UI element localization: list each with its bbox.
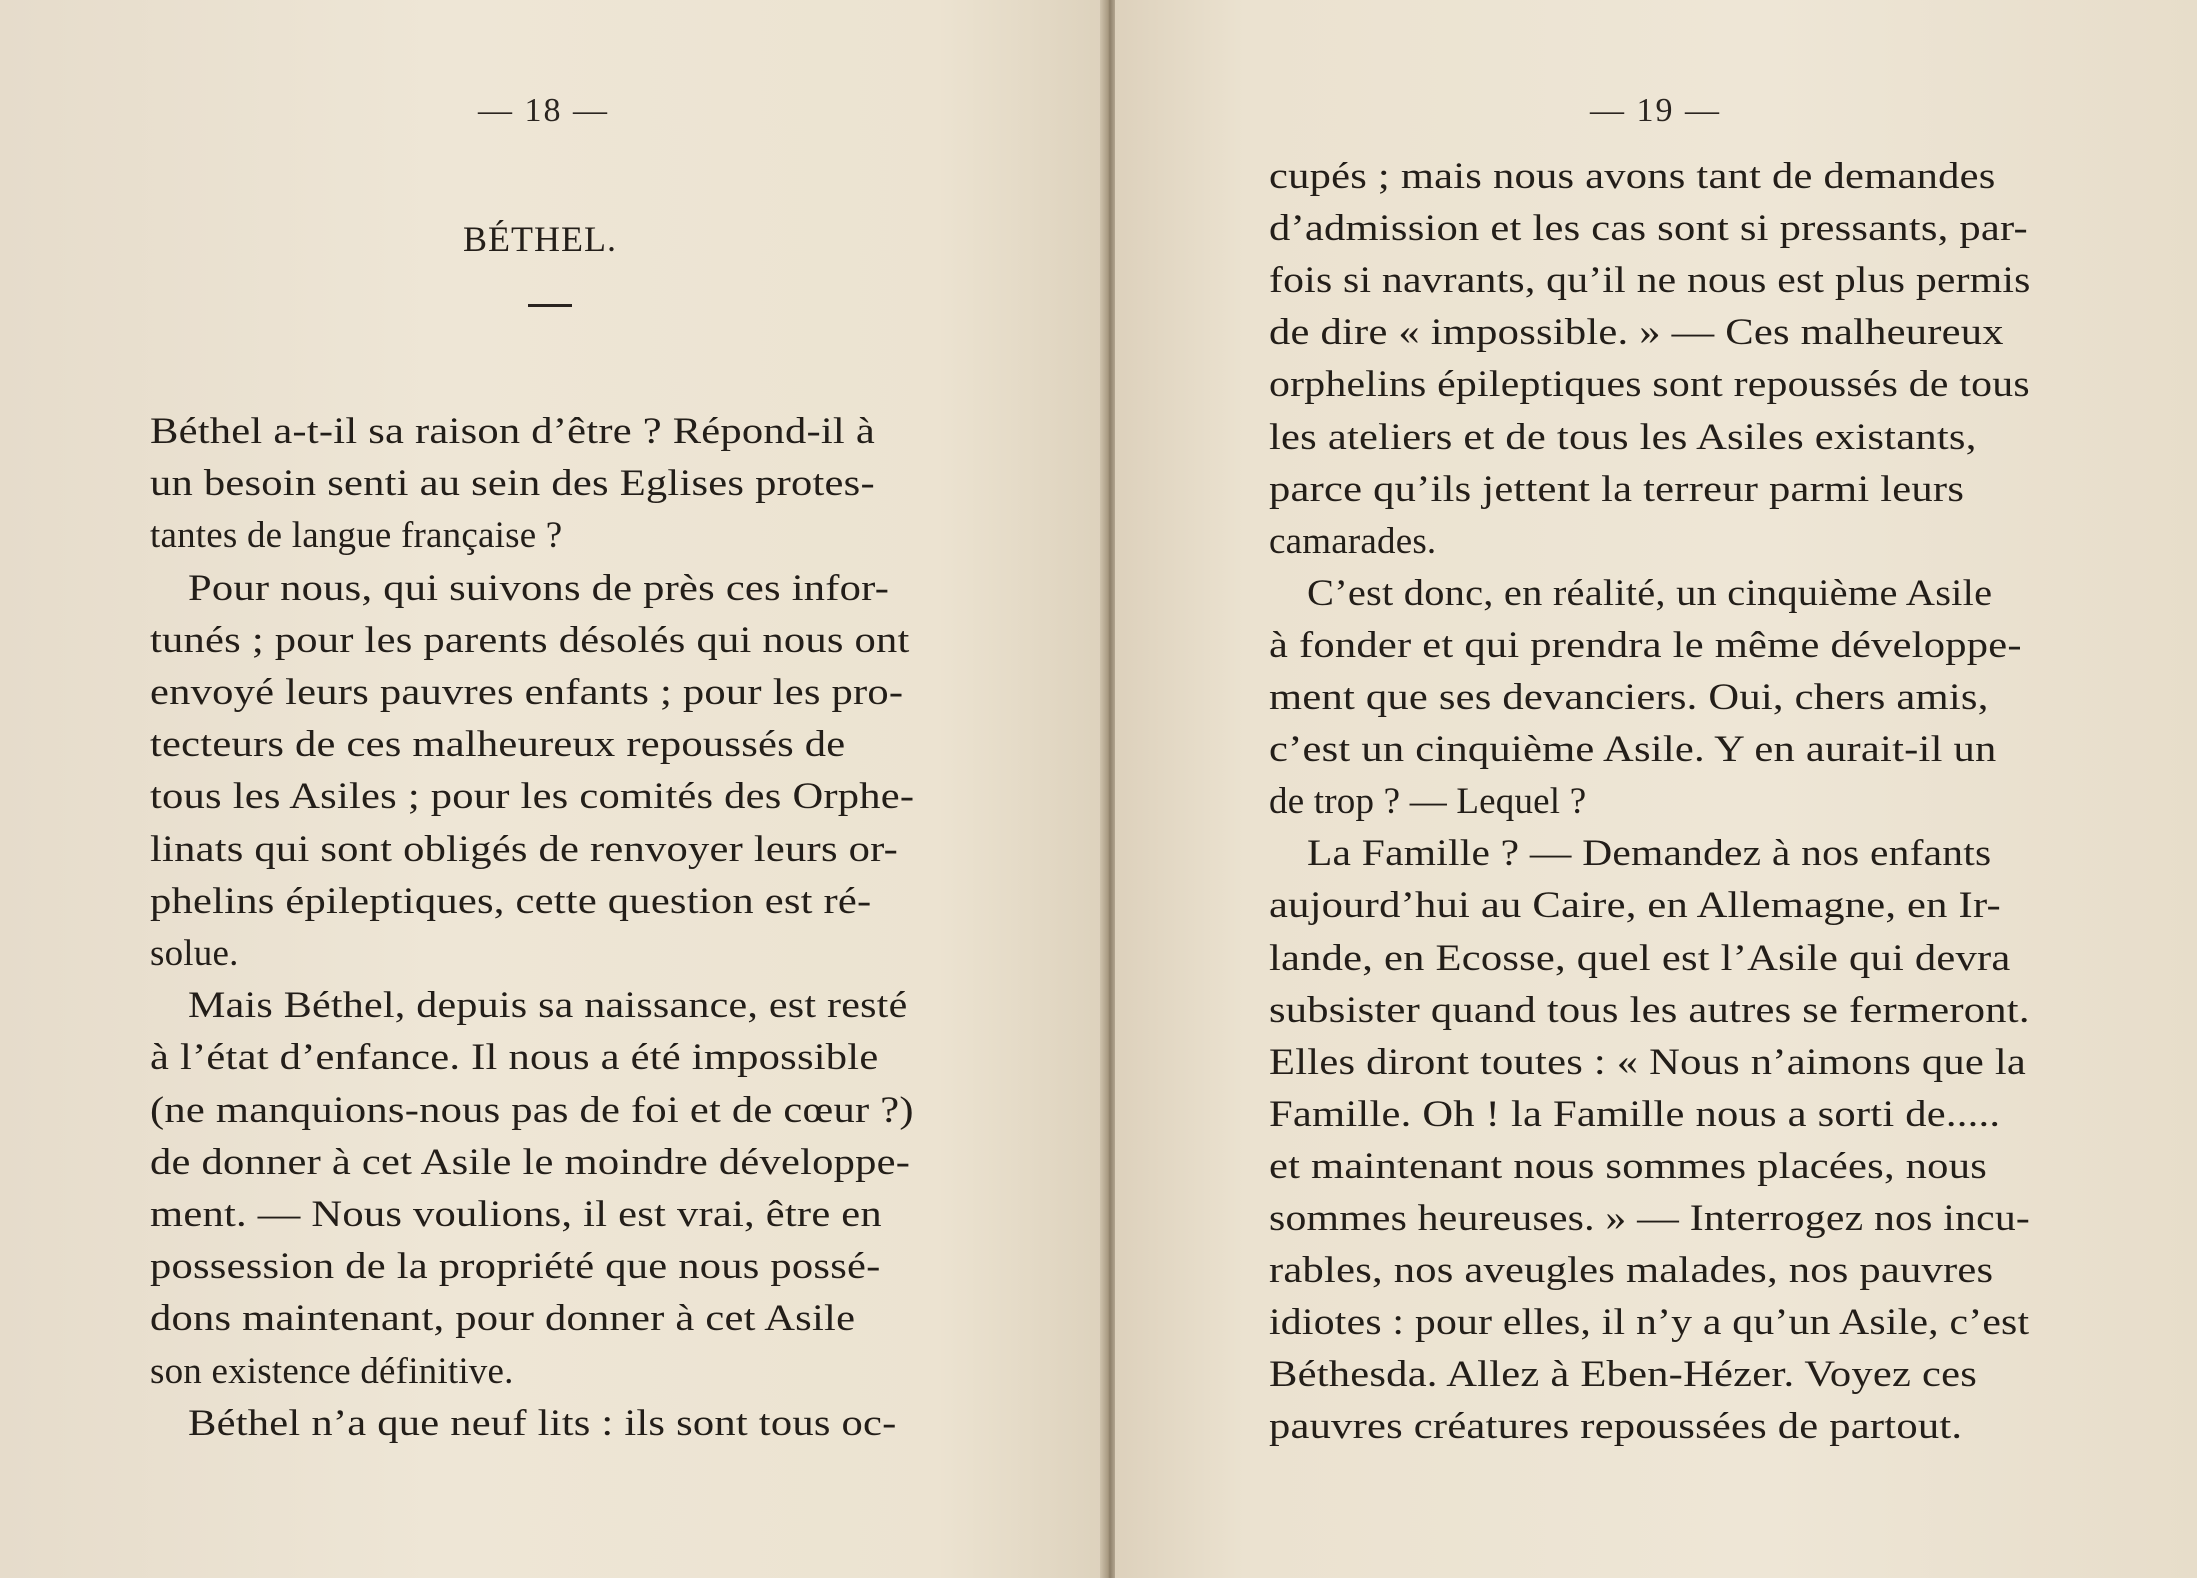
text-line: solue. <box>150 933 239 974</box>
text-line: cupés ; mais nous avons tant de demandes <box>1269 156 1996 197</box>
text-line: d’admission et les cas sont si pressants, par- <box>1269 208 2028 250</box>
text-line: La Famille ? — Demandez à nos enfants <box>1307 833 1992 875</box>
text-line: Béthel n’a que neuf lits : ils sont tous oc- <box>188 1402 897 1444</box>
text-line: (ne manquions-nous pas de foi et de cœur ?) <box>150 1089 914 1131</box>
text-line: aujourd’hui au Caire, en Allemagne, en Ir- <box>1269 885 2001 927</box>
text-line: Pour nous, qui suivons de près ces infor- <box>188 567 890 609</box>
text-line: phelins épileptiques, cette question est ré- <box>150 880 872 922</box>
text-line: ment que ses devanciers. Oui, chers amis, <box>1269 677 1989 718</box>
heading-rule <box>528 304 572 307</box>
page-number: — 18 — <box>478 92 609 129</box>
text-line: envoyé leurs pauvres enfants ; pour les pro- <box>150 672 904 713</box>
text-line: son existence définitive. <box>150 1350 514 1392</box>
text-line: tous les Asiles ; pour les comités des Orphe- <box>150 776 915 818</box>
text-line: dons maintenant, pour donner à cet Asile <box>150 1298 856 1340</box>
text-line: fois si navrants, qu’il ne nous est plus permis <box>1269 260 2031 302</box>
page-number: — 19 — <box>1590 92 1721 129</box>
text-line: Béthesda. Allez à Eben-Hézer. Voyez ces <box>1269 1354 1978 1396</box>
text-line: camarades. <box>1269 520 1437 562</box>
text-line: Béthel a-t-il sa raison d’être ? Répond-il à <box>150 411 875 452</box>
text-line: à fonder et qui prendra le même développe- <box>1269 624 2022 666</box>
text-line: idiotes : pour elles, il n’y a qu’un Asile, c’est <box>1269 1302 2030 1344</box>
text-line: orphelins épileptiques sont repoussés de tous <box>1269 364 2030 406</box>
section-heading: BÉTHEL. <box>463 219 617 259</box>
text-line: un besoin senti au sein des Eglises protes- <box>150 463 875 505</box>
text-line: lande, en Ecosse, quel est l’Asile qui devra <box>1269 937 2011 979</box>
text-line: tantes de langue française ? <box>150 515 563 557</box>
text-line: de trop ? — Lequel ? <box>1269 781 1587 823</box>
text-line: sommes heureuses. » — Interrogez nos incu- <box>1269 1198 2031 1239</box>
text-line: de donner à cet Asile le moindre développe- <box>150 1141 911 1183</box>
text-line: et maintenant nous sommes placées, nous <box>1269 1145 1987 1187</box>
text-line: à l’état d’enfance. Il nous a été impossible <box>150 1037 879 1079</box>
text-line: Elles diront toutes : « Nous n’aimons que la <box>1269 1041 2027 1083</box>
text-line: de dire « impossible. » — Ces malheureux <box>1269 312 2004 354</box>
text-line: les ateliers et de tous les Asiles existants, <box>1269 416 1977 458</box>
text-line: rables, nos aveugles malades, nos pauvres <box>1269 1250 1994 1292</box>
text-line: tunés ; pour les parents désolés qui nous ont <box>150 619 910 661</box>
text-line: pauvres créatures repoussées de partout. <box>1269 1406 1963 1448</box>
text-line: c’est un cinquième Asile. Y en aurait-il un <box>1269 729 1997 771</box>
text-line: Mais Béthel, depuis sa naissance, est resté <box>188 985 908 1027</box>
text-line: parce qu’ils jettent la terreur parmi leurs <box>1269 468 1965 510</box>
text-line: subsister quand tous les autres se fermeront. <box>1269 989 2030 1031</box>
text-line: Famille. Oh ! la Famille nous a sorti de..... <box>1269 1093 2001 1135</box>
text-line: linats qui sont obligés de renvoyer leurs or- <box>150 828 899 870</box>
text-line: C’est donc, en réalité, un cinquième Asile <box>1307 572 1993 614</box>
text-line: possession de la propriété que nous possé- <box>150 1246 881 1288</box>
text-line: tecteurs de ces malheureux repoussés de <box>150 724 846 766</box>
text-line: ment. — Nous voulions, il est vrai, être en <box>150 1194 882 1235</box>
right-page <box>1115 0 2197 1578</box>
